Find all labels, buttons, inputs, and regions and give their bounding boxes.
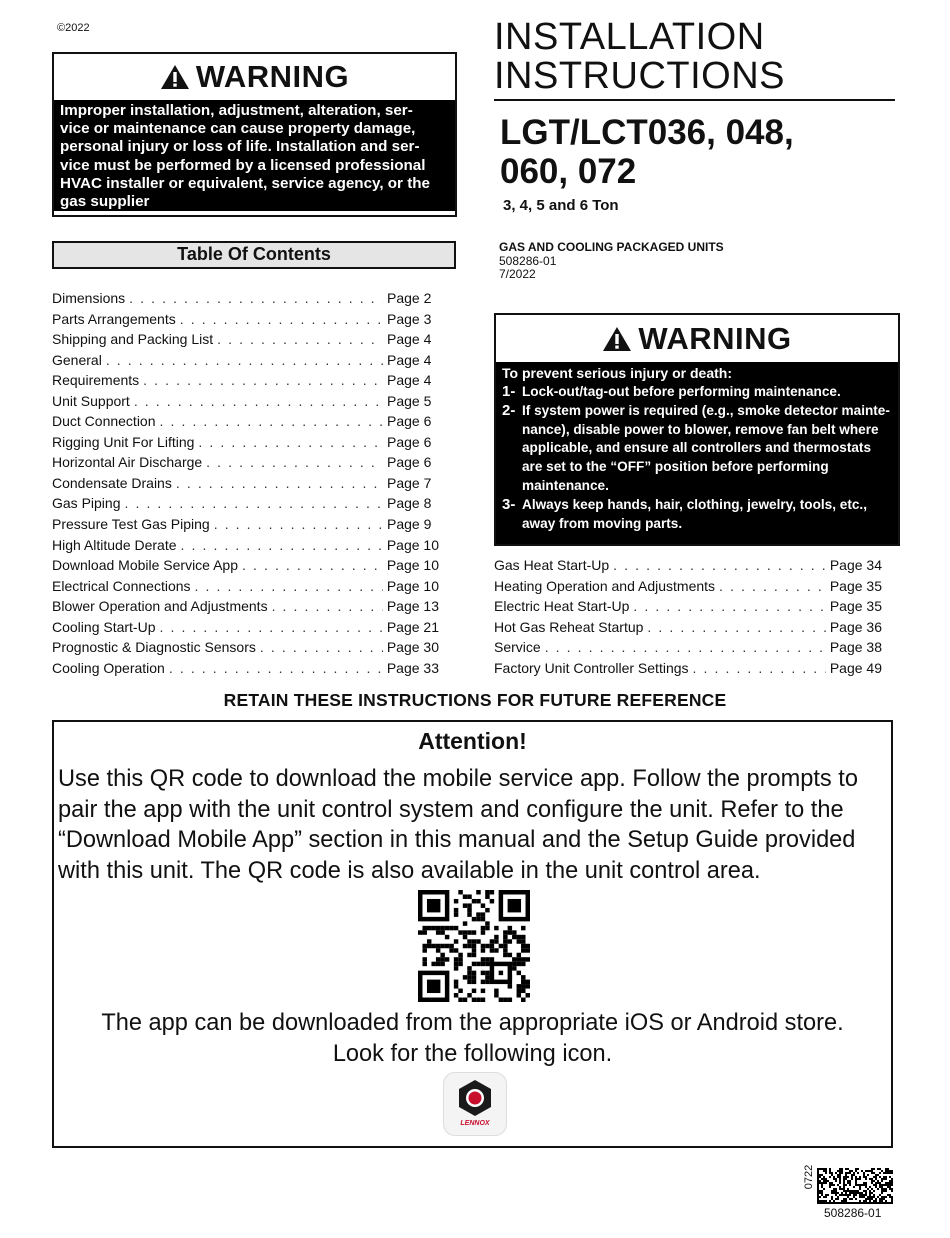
barcode-number: 508286-01 [824, 1206, 882, 1220]
toc-entry-page: Page 49 [829, 659, 882, 676]
toc-entry-page: Page 4 [387, 331, 432, 348]
toc-entry-label: Gas Piping [52, 495, 121, 512]
document-title [494, 18, 785, 96]
toc-entry-page: Page 6 [387, 413, 432, 430]
warning-title: WARNING [638, 320, 792, 356]
toc-right-column [494, 557, 882, 680]
toc-entry[interactable] [494, 557, 882, 578]
attention-box [52, 720, 893, 1148]
toc-entry-label: High Altitude Derate [52, 536, 177, 553]
toc-leader-dots [217, 331, 383, 347]
toc-entry-label: Download Mobile Service App [52, 557, 238, 574]
toc-entry-page: Page 35 [829, 577, 882, 594]
toc-leader-dots [176, 475, 383, 491]
title-line: INSTRUCTIONS [494, 55, 785, 97]
toc-entry-label: Prognostic & Diagnostic Sensors [52, 639, 256, 656]
toc-entry[interactable] [52, 557, 439, 578]
warning-triangle-icon [160, 64, 190, 90]
toc-entry-page: Page 5 [387, 392, 432, 409]
app-brand-label: LENNOX [460, 1120, 490, 1127]
toc-entry-label: Parts Arrangements [52, 310, 176, 327]
toc-leader-dots [198, 434, 383, 450]
toc-entry-page: Page 35 [829, 598, 882, 615]
doc-number: 508286-01 [499, 254, 557, 268]
toc-entry[interactable] [52, 660, 439, 681]
toc-entry[interactable] [52, 475, 439, 496]
toc-entry-label: Duct Connection [52, 413, 156, 430]
toc-entry-label: Heating Operation and Adjustments [494, 577, 716, 594]
toc-entry-page: Page 10 [386, 536, 439, 553]
toc-entry-label: General [52, 351, 102, 368]
toc-entry-page: Page 21 [386, 618, 439, 635]
warning-text [54, 100, 455, 211]
toc-entry[interactable] [52, 619, 439, 640]
retain-notice: RETAIN THESE INSTRUCTIONS FOR FUTURE REFERENCE [223, 690, 727, 710]
warning-item-text: Always keep hands, hair, clothing, jewelry, tools, etc., away from moving parts. [522, 496, 867, 531]
toc-entry-label: Dimensions [52, 290, 126, 306]
toc-leader-dots [106, 352, 383, 368]
warning-item-number: 2- [502, 401, 516, 419]
title-divider [494, 99, 895, 101]
warning-text [496, 362, 898, 544]
toc-entry[interactable] [52, 516, 439, 537]
toc-leader-dots [181, 537, 383, 553]
toc-entry-label: Cooling Start-Up [52, 618, 156, 635]
toc-entry[interactable] [494, 578, 882, 599]
model-line: LGT/LCT036, 048, [500, 113, 794, 152]
warning-line: vice must be performed by a licensed professional [60, 156, 426, 174]
warning-line: gas supplier [60, 193, 150, 211]
toc-entry-label: Blower Operation and Adjustments [52, 598, 268, 615]
warning-line: personal injury or loss of life. Installation and ser- [60, 138, 420, 156]
toc-entry-page: Page 33 [386, 659, 439, 676]
toc-entry[interactable] [52, 393, 439, 414]
toc-entry-label: Gas Heat Start-Up [494, 557, 610, 573]
barcode-2d [817, 1168, 893, 1204]
toc-entry[interactable] [52, 372, 439, 393]
toc-title: Table Of Contents [52, 241, 456, 269]
qr-code[interactable] [418, 890, 530, 1002]
barcode-code: 0722 [803, 1164, 816, 1190]
doc-date: 7/2022 [499, 267, 536, 281]
toc-entry-label: Condensate Drains [52, 474, 172, 491]
toc-entry[interactable] [494, 639, 882, 660]
toc-leader-dots [633, 598, 825, 614]
toc-entry[interactable] [494, 598, 882, 619]
toc-entry-page: Page 38 [829, 639, 882, 656]
toc-entry-page: Page 4 [387, 372, 432, 389]
toc-entry-page: Page 3 [387, 310, 432, 327]
toc-leader-dots [647, 619, 825, 635]
toc-entry-label: Service [494, 639, 541, 656]
toc-leader-dots [129, 290, 383, 306]
toc-leader-dots [124, 495, 383, 511]
toc-entry[interactable] [52, 434, 439, 455]
warning-line: Improper installation, adjustment, alteration, ser- [60, 102, 413, 119]
toc-entry[interactable] [52, 598, 439, 619]
toc-entry-page: Page 8 [387, 495, 432, 512]
toc-entry[interactable] [52, 578, 439, 599]
toc-entry-label: Cooling Operation [52, 659, 165, 676]
toc-entry-page: Page 7 [387, 474, 432, 491]
warning-box-top [52, 52, 457, 217]
toc-entry-page: Page 9 [387, 516, 432, 533]
attention-body: Use this QR code to download the mobile service app. Follow the prompts to pair the app with the unit control system and configure the unit. Refer to the “Download Mobile App” section in this manual and the Setup Guide provided with this unit. The QR code is also available in the unit control area. [58, 766, 858, 884]
toc-entry-label: Unit Support [52, 392, 130, 409]
toc-leader-dots [214, 516, 383, 532]
warning-item-text: If system power is required (e.g., smoke detector mainte-nance), disable power to blower, remove fan belt where applicable, and ensure all controllers and thermostats are set to the “OFF” position before performing maintenance. [522, 402, 890, 493]
toc-leader-dots [693, 660, 826, 676]
warning-heading [54, 54, 455, 100]
toc-entry-page: Page 4 [387, 351, 432, 368]
doc-type: GAS AND COOLING PACKAGED UNITS [499, 240, 724, 254]
copyright: ©2022 [57, 22, 90, 34]
toc-entry-label: Requirements [52, 372, 140, 389]
toc-leader-dots [260, 639, 383, 655]
model-line: 060, 072 [500, 152, 637, 191]
toc-entry-label: Electric Heat Start-Up [494, 598, 630, 615]
tonnage: 3, 4, 5 and 6 Ton [503, 197, 619, 214]
toc-entry-label: Rigging Unit For Lifting [52, 433, 195, 450]
footer-line: Look for the following icon. [332, 1040, 613, 1067]
hexagon-logo-icon [444, 1073, 506, 1123]
toc-leader-dots [169, 660, 383, 676]
toc-entry-page: Page 13 [386, 598, 439, 615]
warning-item-text: Lock-out/tag-out before performing maintenance. [522, 384, 841, 399]
toc-entry[interactable] [52, 311, 439, 332]
warning-item-number: 1- [502, 383, 516, 400]
toc-leader-dots [143, 372, 383, 388]
toc-entry-page: Page 2 [387, 290, 432, 306]
warning-item [502, 496, 892, 534]
warning-item [502, 383, 892, 402]
model-numbers [500, 113, 895, 191]
lennox-app-icon[interactable] [443, 1072, 507, 1136]
toc-entry-page: Page 10 [386, 557, 439, 574]
toc-entry[interactable] [52, 352, 439, 373]
toc-leader-dots [180, 311, 383, 327]
toc-entry-label: Hot Gas Reheat Startup [494, 618, 644, 635]
toc-entry-page: Page 6 [387, 433, 432, 450]
footer-line: The app can be downloaded from the appropriate iOS or Android store. [101, 1010, 844, 1036]
toc-entry[interactable] [52, 454, 439, 475]
warning-title: WARNING [195, 59, 350, 94]
toc-entry-page: Page 30 [386, 639, 439, 656]
toc-entry[interactable] [494, 660, 882, 681]
warning-line: HVAC installer or equivalent, service agency, or the [60, 174, 430, 192]
toc-entry[interactable] [52, 639, 439, 660]
toc-leader-dots [134, 393, 383, 409]
toc-leader-dots [206, 454, 383, 470]
toc-entry[interactable] [494, 619, 882, 640]
toc-entry-page: Page 34 [829, 557, 882, 573]
toc-leader-dots [719, 578, 826, 594]
toc-leader-dots [545, 639, 826, 655]
warning-intro: To prevent serious injury or death: [502, 365, 733, 381]
warning-heading [496, 315, 898, 362]
toc-entry[interactable] [52, 537, 439, 558]
toc-entry-label: Shipping and Packing List [52, 331, 214, 348]
toc-entry-label: Pressure Test Gas Piping [52, 516, 210, 533]
warning-item [502, 402, 892, 496]
toc-leader-dots [242, 557, 383, 573]
toc-leader-dots [613, 557, 826, 573]
toc-entry-label: Factory Unit Controller Settings [494, 659, 689, 676]
toc-leader-dots [160, 413, 383, 429]
warning-triangle-icon [602, 326, 632, 352]
toc-leader-dots [272, 598, 383, 614]
toc-entry[interactable] [52, 290, 439, 311]
attention-footer [54, 1008, 891, 1069]
toc-entry[interactable] [52, 331, 439, 352]
toc-left-column [52, 290, 439, 680]
toc-entry-page: Page 10 [386, 577, 439, 594]
toc-entry-page: Page 36 [829, 618, 882, 635]
toc-entry-page: Page 6 [387, 454, 432, 471]
toc-leader-dots [160, 619, 383, 635]
toc-entry-label: Horizontal Air Discharge [52, 454, 203, 471]
toc-entry[interactable] [52, 413, 439, 434]
attention-title: Attention! [418, 728, 527, 754]
title-line: INSTALLATION [494, 16, 765, 58]
warning-box-right [494, 313, 900, 546]
toc-entry[interactable] [52, 495, 439, 516]
toc-leader-dots [195, 578, 383, 594]
warning-item-number: 3- [502, 495, 516, 513]
toc-entry-label: Electrical Connections [52, 577, 191, 594]
warning-line: vice or maintenance can cause property damage, [60, 120, 416, 138]
